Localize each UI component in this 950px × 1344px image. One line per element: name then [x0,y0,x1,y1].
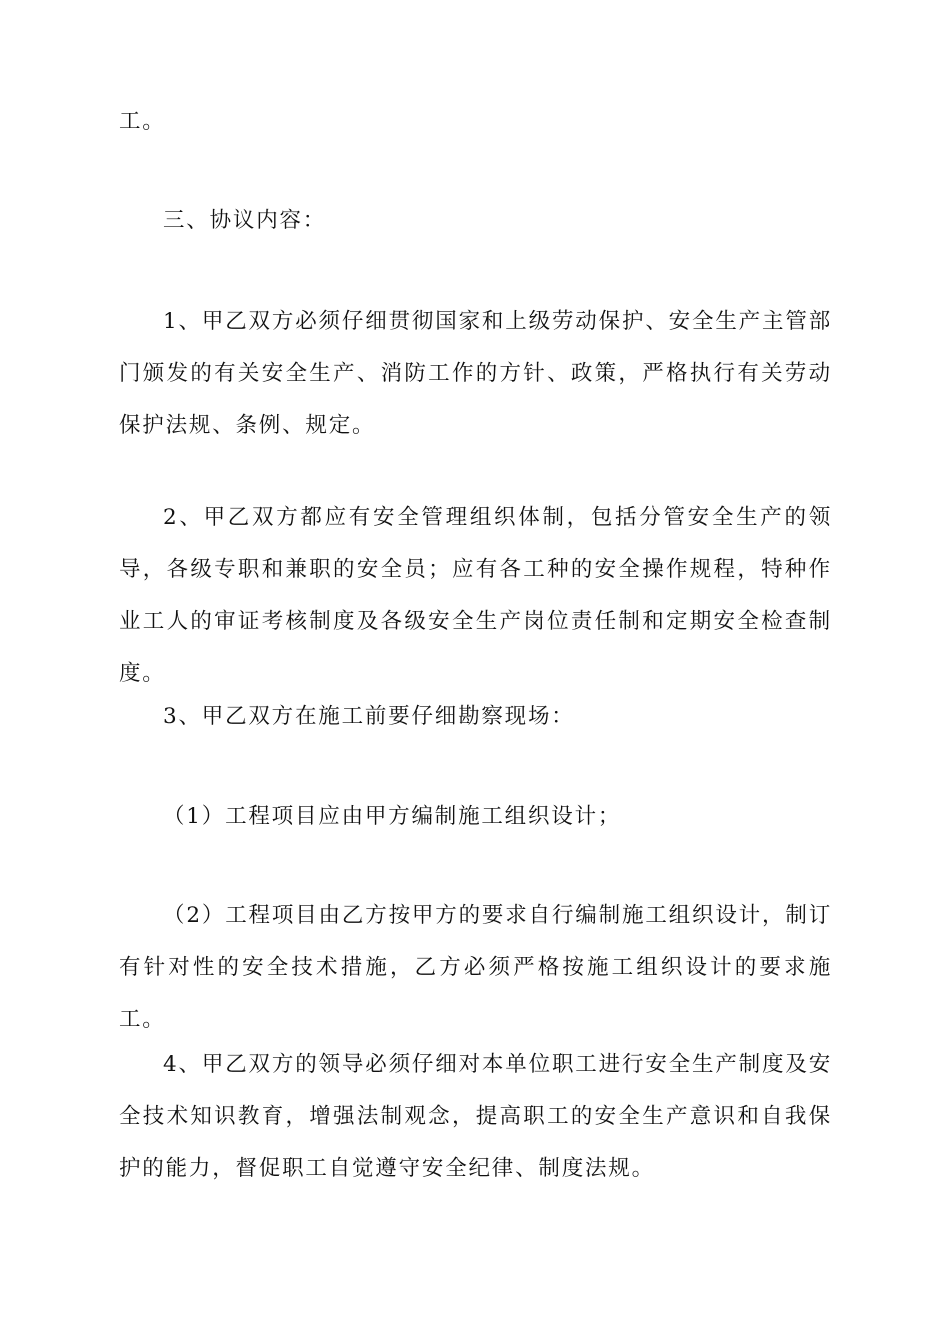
clause-1: 1、甲乙双方必须仔细贯彻国家和上级劳动保护、安全生产主管部门颁发的有关安全生产、消防工作的方针、政策，严格执行有关劳动保护法规、条例、规定。 [119,309,832,438]
clause-2: 2、甲乙双方都应有安全管理组织体制，包括分管安全生产的领导，各级专职和兼职的安全员；应有各工种的安全操作规程，特种作业工人的审证考核制度及各级安全生产岗位责任制和定期安全检查制度。 [119,505,832,686]
clause-3-item-2: （2）工程项目由乙方按甲方的要求自行编制施工组织设计，制订有针对性的安全技术措施，乙方必须严格按施工组织设计的要求施工。 [119,903,832,1032]
clause-4: 4、甲乙双方的领导必须仔细对本单位职工进行安全生产制度及安全技术知识教育，增强法制观念，提高职工的安全生产意识和自我保护的能力，督促职工自觉遵守安全纪律、制度法规。 [119,1052,832,1181]
section-heading-agreement-content: 三、协议内容： [163,208,327,233]
clause-3: 3、甲乙双方在施工前要仔细勘察现场： [163,704,575,729]
paragraph-continuation: 工。 [119,109,166,134]
clause-3-item-1: （1）工程项目应由甲方编制施工组织设计； [163,804,622,829]
